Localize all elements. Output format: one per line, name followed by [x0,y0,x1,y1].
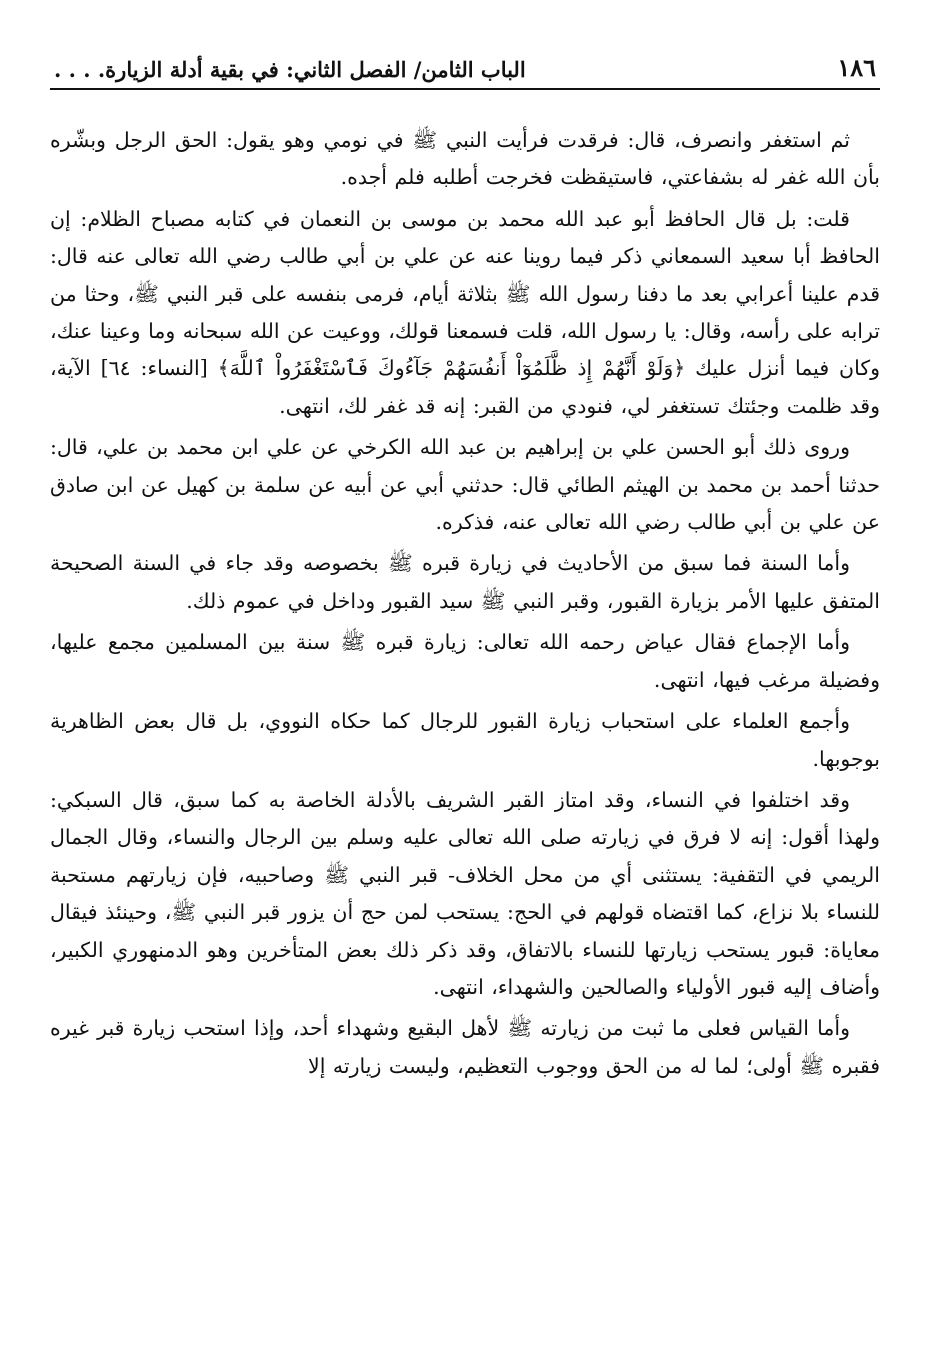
paragraph: ثم استغفر وانصرف، قال: فرقدت فرأيت النبي ﷺ في نومي وهو يقول: الحق الرجل وبشّره بأن الله غفر له بشفاعتي، فاستيقظت فخرجت أطلبه فلم أجده. [50,128,880,190]
paragraph: قلت: بل قال الحافظ أبو عبد الله محمد بن موسى بن النعمان في كتابه مصباح الظلام: إن الحافظ أبا سعيد السمعاني ذكر فيما روينا عنه عن علي بن أبي طالب رضي الله تعالى عنه قال: قدم علينا أعرابي بعد ما دفنا رسول الله ﷺ بثلاثة أيام، فرمى بنفسه على قبر النبي ﷺ، وحثا من ترابه على رأسه، وقال: يا رسول الله، قلت فسمعنا قولك، ووعيت عن الله سبحانه وما وعينا عنك، وكان فيما أنزل عليك ﴿وَلَوْ أَنَّهُمْ إِذ ظَّلَمُوٓاْ أَنفُسَهُمْ جَآءُوكَ فَٱسْتَغْفَرُواْ ٱللَّهَ﴾ [النساء: ٦٤] الآية، وقد ظلمت وجئتك تستغفر لي، فنودي من القبر: إنه قد غفر لك، انتهى. [50,206,880,418]
paragraph: وأما الإجماع فقال عياض رحمه الله تعالى: زيارة قبره ﷺ سنة بين المسلمين مجمع عليها، وفضيلة مرغب فيها، انتهى. [50,630,880,692]
paragraph: وأجمع العلماء على استحباب زيارة القبور للرجال كما حكاه النووي، بل قال بعض الظاهرية بوجوبها. [50,709,880,771]
paragraph: وروى ذلك أبو الحسن علي بن إبراهيم بن عبد الله الكرخي عن علي ابن محمد بن علي، قال: حدثنا أحمد بن محمد بن الهيثم الطائي قال: حدثني أبي عن أبيه عن سلمة بن كهيل عن ابن صادق عن علي بن أبي طالب رضي الله تعالى عنه، فذكره. [50,435,880,535]
paragraph: وأما القياس فعلى ما ثبت من زيارته ﷺ لأهل البقيع وشهداء أحد، وإذا استحب زيارة قبر غيره فقبره ﷺ أولى؛ لما له من الحق ووجوب التعظيم، وليست زيارته إلا [50,1016,880,1078]
page-body [50,122,880,1085]
page-header [50,50,880,90]
page-number: ١٨٦ [837,53,876,82]
running-title: الباب الثامن/ الفصل الثاني: في بقية أدلة الزيارة. . . . [54,57,526,82]
paragraph: وقد اختلفوا في النساء، وقد امتاز القبر الشريف بالأدلة الخاصة به كما سبق، قال السبكي: ولهذا أقول: إنه لا فرق في زيارته صلى الله تعالى عليه وسلم بين الرجال والنساء، وقال الجمال الريمي في التقفية: يستثنى أي من محل الخلاف- قبر النبي ﷺ وصاحبيه، فإن زيارتهم مستحبة للنساء بلا نزاع، كما اقتضاه قولهم في الحج: يستحب لمن حج أن يزور قبر النبي ﷺ، وحينئذ فيقال معاياة: قبور يستحب زيارتها للنساء بالاتفاق، وقد ذكر ذلك بعض المتأخرين وهو الدمنهوري الكبير، وأضاف إليه قبور الأولياء والصالحين والشهداء، انتهى. [50,787,880,999]
paragraph: وأما السنة فما سبق من الأحاديث في زيارة قبره ﷺ بخصوصه وقد جاء في السنة الصحيحة المتفق عليها الأمر بزيارة القبور، وقبر النبي ﷺ سيد القبور وداخل في عموم ذلك. [50,551,880,613]
book-page [50,50,880,1089]
